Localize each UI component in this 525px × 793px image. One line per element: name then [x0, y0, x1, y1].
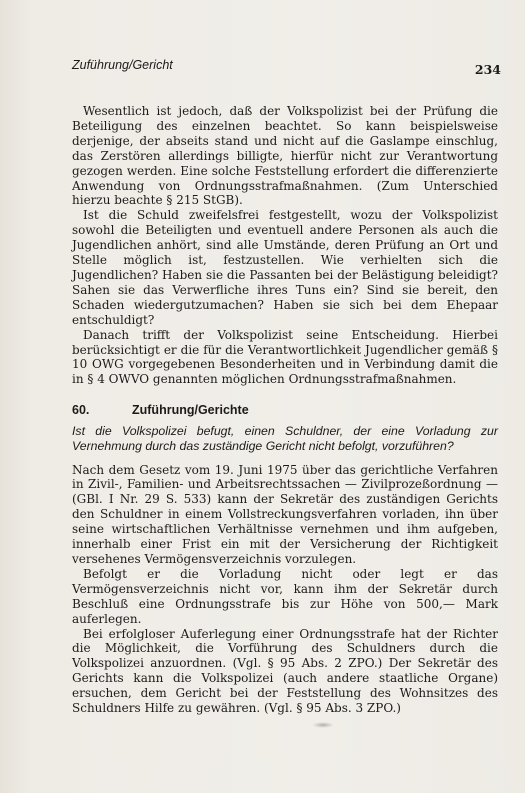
paragraph-beteiligung: Wesentlich ist jedoch, daß der Volkspolizist bei der Prüfung die Beteiligung des einzelnen beachtet. So kann beispielsweise derjenige, der abseits stand und nicht auf die Gaslampe einschlug, das Zerstören allerdings billigte, hierfür nicht zur Verantwortung gezogen werden. Eine solche Feststellung erfordert die differenzierte Anwendung von Ordnungsstrafmaßnahmen. (Zum Unterschied hierzu beachte § 215 StGB).	[72, 104, 498, 208]
paragraph-ordnungsstrafe: Bei erfolgloser Auferlegung einer Ordnungsstrafe hat der Richter die Möglichkeit, die Vorführung des Schuldners durch die Volkspolizei anzuordnen. (Vgl. § 95 Abs. 2 ZPO.) Der Sekretär des Gerichts kann die Volkspolizei (auch andere staatliche Organe) ersuchen, dem Gericht bei der Feststellung des Wohnsitzes des Schuldners Hilfe zu gewähren. (Vgl. § 95 Abs. 3 ZPO.)	[72, 626, 498, 716]
running-head: Zuführung/Gericht	[72, 58, 173, 72]
section-question: Ist die Volkspolizei befugt, einen Schuldner, der eine Vorladung zur Vernehmung durch das zuständige Gericht nicht befolgt, vorzuführen?	[72, 424, 498, 454]
paragraph-vorladung: Befolgt er die Vorladung nicht oder legt er das Vermögensverzeichnis nicht vor, kann ihm der Sekretär durch Beschluß eine Ordnungsstrafe bis zur Höhe von 500,— Mark auferlegen.	[72, 566, 498, 626]
paragraph-schuld: Ist die Schuld zweifelsfrei festgestellt, wozu der Volkspolizist sowohl die Beteiligten und eventuell andere Personen als auch die Jugendlichen anhört, sind alle Umstände, deren Prüfung an Ort und Stelle möglich ist, festzustellen. Wie verhielten sich die Jugendlichen? Haben sie die Passanten bei der Belästigung beleidigt? Sahen sie das Verwerfliche ihres Tuns ein? Sind sie bereit, den Schaden wiedergutzumachen? Haben sie sich bei dem Ehepaar entschuldigt?	[72, 208, 498, 327]
page-number: 234	[474, 62, 501, 77]
section-heading	[72, 403, 498, 418]
ink-smudge	[312, 722, 334, 728]
paragraph-gesetz: Nach dem Gesetz vom 19. Juni 1975 über das gerichtliche Verfahren in Zivil-, Familien- und Arbeitsrechtssachen — Zivilprozeßordnung — (GBl. I Nr. 29 S. 533) kann der Sekretär des zuständigen Gerichts den Schuldner in einem Vollstreckungsverfahren vorladen, ihn über seine wirtschaftlichen Verhältnisse vernehmen und ihm aufgeben, innerhalb einer Frist ein mit der Versicherung der Richtigkeit versehenes Vermögensverzeichnis vorzulegen.	[72, 462, 498, 566]
section-title: Zuführung/Gerichte	[132, 403, 249, 418]
paragraph-entscheidung: Danach trifft der Volkspolizist seine Entscheidung. Hierbei berücksichtigt er die für die Verantwortlichkeit Jugendlicher gemäß § 10 OWG vorgegebenen Besonderheiten und in Verbindung damit die in § 4 OWVO genannten möglichen Ordnungsstrafmaßnahmen.	[72, 327, 498, 387]
page-body	[72, 104, 498, 716]
section-number: 60.	[72, 403, 90, 418]
